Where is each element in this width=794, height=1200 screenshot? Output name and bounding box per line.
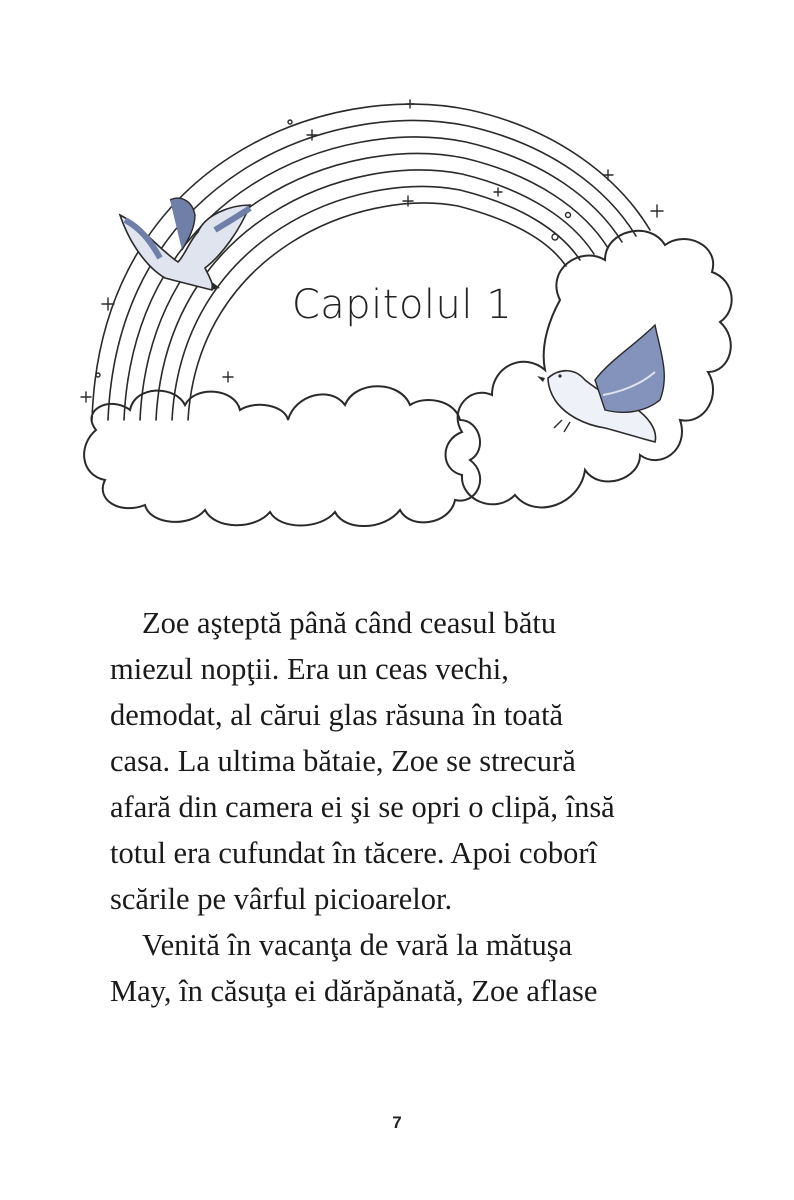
bird-left-icon <box>120 198 250 290</box>
rainbow-clouds-birds-illustration <box>0 0 794 560</box>
right-cloud-icon <box>446 231 732 508</box>
text-line: demodat, al cărui glas răsuna în toată <box>110 698 564 732</box>
chapter-title: Capitolul 1 <box>291 282 513 328</box>
text-line: May, în căsuţa ei dărăpănată, Zoe aflase <box>110 974 598 1008</box>
text-line: Zoe aşteptă până când ceasul bătu <box>142 606 557 640</box>
text-line: Venită în vacanţa de vară la mătuşa <box>142 928 573 962</box>
text-line: afară din camera ei şi se opri o clipă, însă <box>110 790 615 824</box>
text-line: totul era cufundat în tăcere. Apoi coborî <box>110 836 597 870</box>
chapter-illustration <box>0 0 794 560</box>
text-line: miezul nopţii. Era un ceas vechi, <box>110 652 509 686</box>
body-text <box>110 600 670 1014</box>
paragraph-2 <box>110 922 670 1014</box>
stars-icon <box>81 100 663 402</box>
page-number: 7 <box>392 1113 402 1132</box>
text-line: casa. La ultima bătaie, Zoe se strecură <box>110 744 576 778</box>
bird-right-icon <box>537 325 664 442</box>
left-cloud-icon <box>84 386 480 526</box>
paragraph-1 <box>110 600 670 922</box>
text-line: scările pe vârful picioarelor. <box>110 882 453 916</box>
